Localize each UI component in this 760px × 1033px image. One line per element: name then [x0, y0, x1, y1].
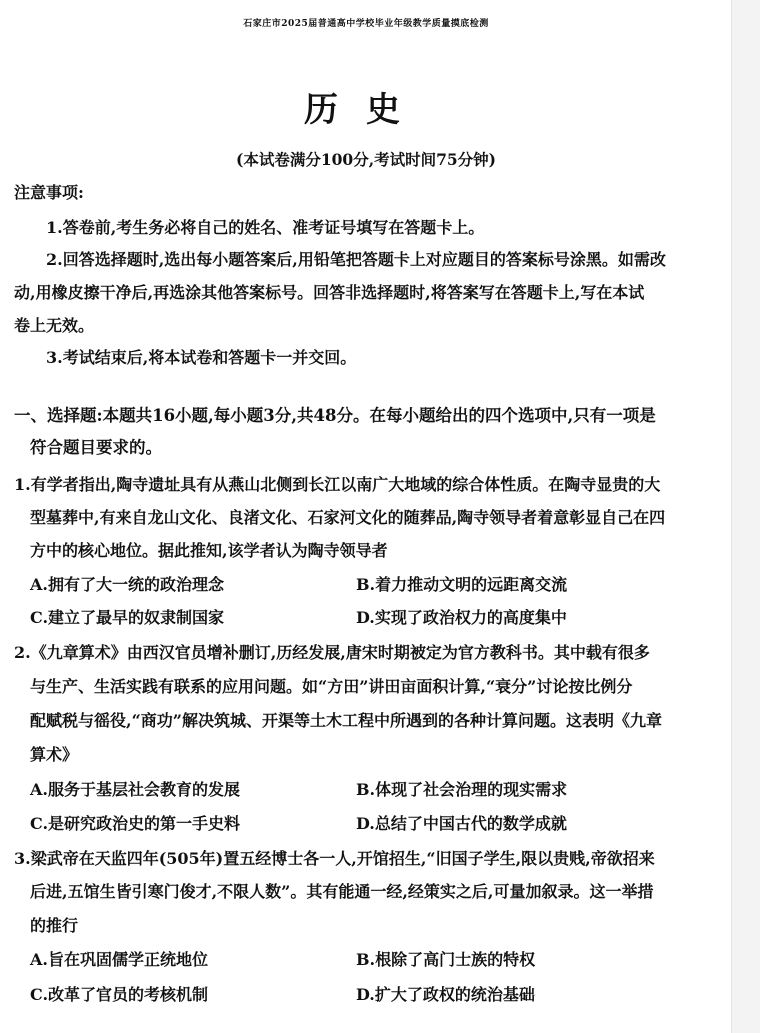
- question-2-option-b: B.体现了社会治理的现实需求: [356, 780, 568, 799]
- question-2-option-c: C.是研究政治史的第一手史料: [30, 814, 241, 833]
- page-edge-strip: [731, 0, 760, 1033]
- question-3-option-d: D.扩大了政权的统治基础: [356, 985, 535, 1004]
- question-2-stem: 2.《九章算术》由西汉官员增补删订,历经发展,唐宋时期被定为官方教科书。其中载有很多: [14, 643, 650, 662]
- question-3-option-a: A.旨在巩固儒学正统地位: [30, 950, 208, 969]
- exam-title: 石家庄市2025届普通高中学校毕业年级教学质量摸底检测: [243, 19, 489, 29]
- question-2-option-a: A.服务于基层社会教育的发展: [30, 780, 240, 799]
- question-1-option-b: B.着力推动文明的远距离交流: [356, 575, 568, 594]
- section-instruction: 符合题目要求的。: [30, 438, 162, 457]
- notice-line: 3.考试结束后,将本试卷和答题卡一并交回。: [46, 348, 357, 367]
- question-1-stem: 方中的核心地位。据此推知,该学者认为陶寺领导者: [30, 541, 388, 560]
- question-3-stem: 后进,五馆生皆引寒门俊才,不限人数”。其有能通一经,经策实之后,可量加叙录。这一举措: [30, 882, 654, 901]
- notice-line: 动,用橡皮擦干净后,再选涂其他答案标号。回答非选择题时,将答案写在答题卡上,写在本试: [14, 283, 645, 302]
- notice-line: 卷上无效。: [14, 316, 95, 335]
- question-3-option-c: C.改革了官员的考核机制: [30, 985, 209, 1004]
- notice-heading: 注意事项:: [14, 183, 84, 202]
- question-2-stem: 算术》: [30, 745, 79, 764]
- question-1-option-d: D.实现了政治权力的高度集中: [356, 608, 567, 627]
- question-3-stem: 的推行: [30, 916, 79, 935]
- question-2-option-d: D.总结了中国古代的数学成就: [356, 814, 567, 833]
- question-2-stem: 与生产、生活实践有联系的应用问题。如“方田”讲田亩面积计算,“衰分”讨论按比例分: [30, 677, 633, 696]
- question-1-stem: 型墓葬中,有来自龙山文化、良渚文化、石家河文化的随葬品,陶寺领导者着意彰显自己在四: [30, 508, 666, 527]
- question-3-option-b: B.根除了高门士族的特权: [356, 950, 536, 969]
- question-1-option-a: A.拥有了大一统的政治理念: [30, 575, 224, 594]
- question-2-stem: 配赋税与徭役,“商功”解决筑城、开渠等土木工程中所遇到的各种计算问题。这表明《九章: [30, 711, 662, 730]
- notice-line: 1.答卷前,考生务必将自己的姓名、准考证号填写在答题卡上。: [46, 218, 485, 237]
- section-instruction: 一、选择题:本题共16小题,每小题3分,共48分。在每小题给出的四个选项中,只有一项是: [14, 406, 656, 425]
- question-3-stem: 3.梁武帝在天监四年(505年)置五经博士各一人,开馆招生,“旧国子学生,限以贵贱,帝欲招来: [14, 849, 655, 868]
- subject-heading: 历史: [304, 90, 428, 130]
- exam-info: (本试卷满分100分,考试时间75分钟): [236, 150, 496, 169]
- notice-line: 2.回答选择题时,选出每小题答案后,用铅笔把答题卡上对应题目的答案标号涂黑。如需改: [46, 250, 666, 269]
- question-1-option-c: C.建立了最早的奴隶制国家: [30, 608, 225, 627]
- question-1-stem: 1.有学者指出,陶寺遗址具有从燕山北侧到长江以南广大地域的综合体性质。在陶寺显贵的大: [14, 475, 661, 494]
